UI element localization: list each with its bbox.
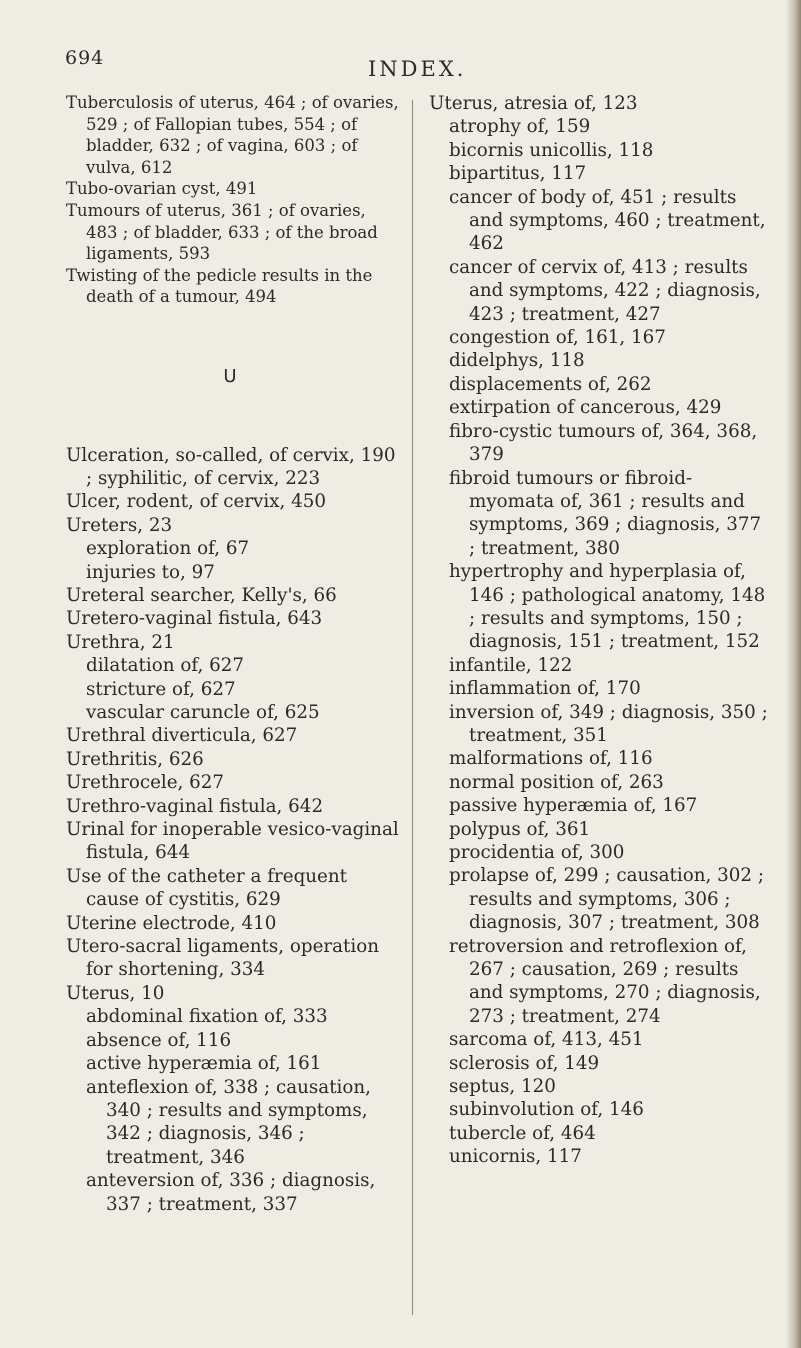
index-subentry: septus, 120 [449,1076,556,1098]
index-entry: Tumours of uterus, 361 ; of ovaries, 483 ; of bladder, 633 ; of the broad ligaments, 593 [66,200,378,264]
index-subentry: prolapse of, 299 ; causation, 302 ; results and symptoms, 306 ; diagnosis, 307 ; treatment, 308 [449,865,764,934]
index-subentry: bipartitus, 117 [449,163,587,185]
index-entry: Uterine electrode, 410 [66,912,277,934]
index-subentry: atrophy of, 159 [449,116,591,138]
index-subentry: sarcoma of, 413, 451 [449,1029,644,1051]
index-subentry: exploration of, 67 [86,538,250,560]
index-subentry: anteversion of, 336 ; diagnosis, 337 ; treatment, 337 [86,1170,376,1215]
column-divider [412,100,413,1315]
t-entries [66,92,400,308]
index-subentry: inflammation of, 170 [449,678,641,700]
index-subentry: bicornis unicollis, 118 [449,139,654,161]
index-subentry: abdominal fixation of, 333 [86,1006,328,1028]
index-entry: Ulcer, rodent, of cervix, 450 [66,491,327,513]
index-subentry: anteflexion of, 338 ; causation, 340 ; results and symptoms, 342 ; diagnosis, 346 ; treatment, 346 [86,1076,371,1168]
index-subentry: passive hyperæmia of, 167 [449,795,698,817]
index-subentry: stricture of, 627 [86,678,236,700]
index-entry: Urethro-vaginal fistula, 642 [66,795,324,817]
page-edge-shadow [787,0,801,1348]
index-subentry: active hyperæmia of, 161 [86,1053,322,1075]
index-subentry: fibro-cystic tumours of, 364, 368, 379 [449,420,758,466]
index-entry: Ulceration, so-called, of cervix, 190 ; syphilitic, of cervix, 223 [66,444,396,489]
index-column-left [66,92,400,1216]
index-subentry: cancer of body of, 451 ; results and symptoms, 460 ; treatment, 462 [449,186,766,255]
index-subentry: unicornis, 117 [449,1146,582,1168]
running-title: INDEX. [368,57,467,81]
index-entry: Use of the catheter a frequent cause of cystitis, 629 [66,865,347,911]
index-entry: Urethra, 21 [66,631,175,653]
index-subentry: sclerosis of, 149 [449,1052,600,1074]
index-subentry: absence of, 116 [86,1029,232,1051]
page-number: 694 [65,47,105,69]
u-entries-left [66,444,400,1216]
index-entry: Uterus, 10 [66,982,165,1004]
index-subentry: retroversion and retroflexion of, 267 ; causation, 269 ; results and symptoms, 270 ; diagnosis, 273 ; treatment, 274 [449,935,761,1027]
page-header [0,47,801,81]
section-letter: U [223,365,237,387]
index-subentry: infantile, 122 [449,654,573,676]
index-subentry: tubercle of, 464 [449,1122,596,1144]
index-entry: Ureters, 23 [66,514,173,536]
index-subentry: didelphys, 118 [449,350,585,372]
index-subentry: dilatation of, 627 [86,655,244,677]
index-subentry: normal position of, 263 [449,771,664,793]
index-entry: Utero-sacral ligaments, operation for shortening, 334 [66,936,380,981]
index-entry: Urethral diverticula, 627 [66,725,298,747]
u-entries-right [429,92,769,1169]
index-entry: Urethrocele, 627 [66,772,225,794]
index-subentry: polypus of, 361 [449,818,591,840]
index-subentry: procidentia of, 300 [449,842,625,863]
index-entry: Ureteral searcher, Kelly's, 66 [66,584,337,606]
index-subentry: vascular caruncle of, 625 [86,702,320,723]
index-subentry: injuries to, 97 [86,561,215,583]
index-entry: Urethritis, 626 [66,748,204,770]
index-entry: Uterus, atresia of, 123 [429,93,638,114]
index-subentry: congestion of, 161, 167 [449,327,666,349]
index-subentry: fibroid tumours or fibroid-myomata of, 361 ; results and symptoms, 369 ; diagnosis, 377 ; treatment, 380 [449,467,762,559]
index-entry: Urinal for inoperable vesico-vaginal fistula, 644 [66,819,399,864]
index-subentry: cancer of cervix of, 413 ; results and symptoms, 422 ; diagnosis, 423 ; treatment, 427 [449,256,761,325]
index-subentry: extirpation of cancerous, 429 [449,397,722,419]
index-column-right [429,92,769,1169]
index-subentry: inversion of, 349 ; diagnosis, 350 ; treatment, 351 [449,701,768,746]
index-entry: Tuberculosis of uterus, 464 ; of ovaries, 529 ; of Fallopian tubes, 554 ; of bladder, 632 ; of vagina, 603 ; of vulva, 612 [66,93,399,177]
index-subentry: displacements of, 262 [449,373,652,395]
index-entry: Twisting of the pedicle results in the death of a tumour, 494 [66,265,373,307]
index-entry: Tubo-ovarian cyst, 491 [66,179,258,199]
index-entry: Uretero-vaginal fistula, 643 [66,608,323,630]
index-subentry: subinvolution of, 146 [449,1099,644,1121]
index-subentry: malformations of, 116 [449,748,653,770]
index-subentry: hypertrophy and hyperplasia of, 146 ; pathological anatomy, 148 ; results and symptoms, 150 ; diagnosis, 151 ; treatment, 152 [449,561,766,653]
